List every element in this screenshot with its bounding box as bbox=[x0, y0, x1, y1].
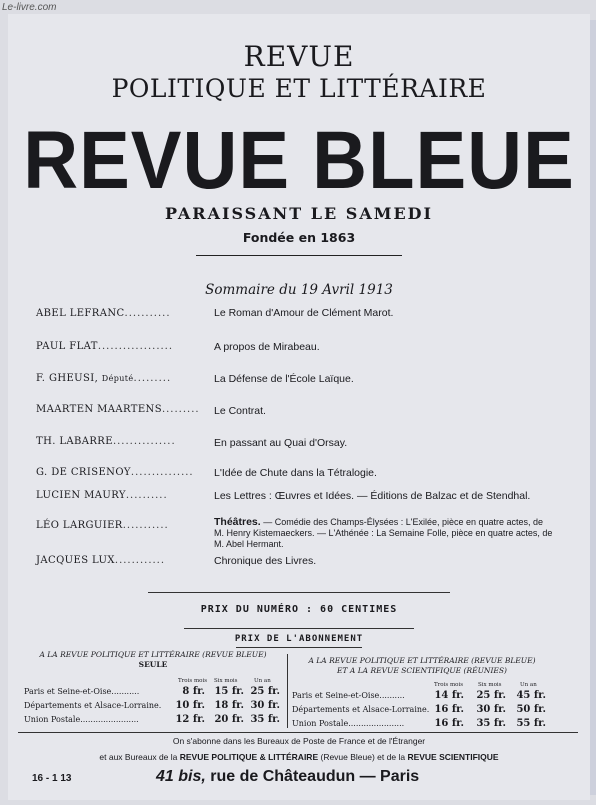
table-heading: A LA REVUE POLITIQUE ET LITTÉRAIRE (REVUE BLEUE) bbox=[39, 650, 267, 659]
rate-value: 14 fr. bbox=[434, 690, 464, 701]
table-subheading: SEULE bbox=[138, 660, 168, 669]
founded-date: Fondée en 1863 bbox=[242, 230, 356, 245]
subscription-note: On s'abonne dans les Bureaux de Poste de France et de l'Étranger bbox=[172, 736, 426, 746]
toc-title: Le Contrat. bbox=[214, 405, 266, 417]
table-subheading: ET A LA REVUE SCIENTIFIQUE (RÉUNIES) bbox=[337, 666, 507, 675]
toc-author: PAUL FLAT.................. bbox=[36, 341, 174, 352]
rate-value: 15 fr. bbox=[214, 686, 244, 697]
toc-author: LÉO LARGUIER........... bbox=[36, 520, 169, 531]
rate-value: 45 fr. bbox=[516, 690, 546, 701]
divider bbox=[236, 647, 362, 648]
toc-author: F. GHEUSI, Député......... bbox=[36, 373, 172, 384]
masthead-line-1: REVUE bbox=[243, 40, 355, 73]
rate-value: 18 fr. bbox=[214, 700, 244, 711]
rate-value: 55 fr. bbox=[516, 718, 546, 729]
subscription-note-2: et aux Bureaux de la REVUE POLITIQUE & LITTÉRAIRE (Revue Bleue) et de la REVUE SCIENTIFIQUE bbox=[99, 752, 499, 762]
toc-author: JACQUES LUX............ bbox=[36, 555, 166, 566]
table-heading: A LA REVUE POLITIQUE ET LITTÉRAIRE (REVUE BLEUE) bbox=[308, 656, 536, 665]
issue-price: PRIX DU NUMÉRO : 60 CENTIMES bbox=[200, 604, 398, 615]
rate-value: 12 fr. bbox=[175, 714, 205, 725]
rate-value: 20 fr. bbox=[214, 714, 244, 725]
rate-value: 30 fr. bbox=[250, 700, 280, 711]
toc-author: G. DE CRISENOY............... bbox=[36, 467, 194, 478]
toc-title: Le Roman d'Amour de Clément Marot. bbox=[214, 307, 394, 319]
divider bbox=[148, 592, 450, 593]
toc-author: LUCIEN MAURY.......... bbox=[36, 490, 168, 501]
publication-frequency: PARAISSANT LE SAMEDI bbox=[165, 204, 433, 223]
toc-title: En passant au Quai d'Orsay. bbox=[214, 437, 348, 449]
toc-title: Les Lettres : Œuvres et Idées. — Éditions de Balzac et de Stendhal. bbox=[214, 490, 531, 502]
period-header: Six mois bbox=[478, 682, 502, 688]
rate-value: 10 fr. bbox=[175, 700, 205, 711]
rate-region: Union Postale...................... bbox=[292, 719, 405, 728]
rate-value: 16 fr. bbox=[434, 704, 464, 715]
rate-value: 25 fr. bbox=[476, 690, 506, 701]
toc-author: MAARTEN MAARTENS......... bbox=[36, 404, 200, 415]
period-header: Trois mois bbox=[434, 682, 464, 688]
period-header: Six mois bbox=[214, 678, 238, 684]
subscription-heading: PRIX DE L'ABONNEMENT bbox=[234, 634, 364, 644]
rate-value: 25 fr. bbox=[250, 686, 280, 697]
toc-title: A propos de Mirabeau. bbox=[214, 341, 320, 353]
toc-title: La Défense de l'École Laïque. bbox=[214, 373, 354, 385]
toc-title: Chronique des Livres. bbox=[214, 555, 317, 567]
rate-value: 50 fr. bbox=[516, 704, 546, 715]
rate-value: 8 fr. bbox=[182, 686, 205, 697]
rate-region: Union Postale....................... bbox=[24, 715, 139, 724]
rate-region: Départements et Alsace-Lorraine. bbox=[292, 705, 430, 714]
rate-region: Paris et Seine-et-Oise.......... bbox=[292, 691, 405, 700]
period-header: Un an bbox=[254, 678, 271, 684]
column-divider bbox=[287, 654, 288, 728]
watermark: Le-livre.com bbox=[2, 2, 57, 13]
rate-region: Paris et Seine-et-Oise........... bbox=[24, 687, 140, 696]
toc-title: Théâtres. — Comédie des Champs-Élysées : L'Exilée, pièce en quatre actes, de M. Henry Kistemaeckers. — L'Athénée : La Semaine Folle, pièce en quatre actes, de M. Abel Hermant. bbox=[214, 516, 553, 549]
masthead-title: REVUE BLEUE bbox=[23, 114, 575, 207]
period-header: Un an bbox=[520, 682, 537, 688]
rate-value: 35 fr. bbox=[476, 718, 506, 729]
publisher-address: 41 bis, rue de Châteaudun — Paris bbox=[156, 768, 420, 785]
rate-value: 16 fr. bbox=[434, 718, 464, 729]
rate-value: 35 fr. bbox=[250, 714, 280, 725]
toc-author: ABEL LEFRANC........... bbox=[36, 308, 171, 319]
period-header: Trois mois bbox=[178, 678, 208, 684]
divider bbox=[18, 732, 578, 733]
masthead-line-2: POLITIQUE ET LITTÉRAIRE bbox=[111, 74, 487, 103]
issue-code: 16 - 1 13 bbox=[32, 773, 72, 784]
header-rule bbox=[196, 255, 402, 256]
rate-region: Départements et Alsace-Lorraine. bbox=[24, 701, 162, 710]
toc-author: TH. LABARRE............... bbox=[36, 436, 176, 447]
sommaire-heading: Sommaire du 19 Avril 1913 bbox=[205, 282, 393, 298]
rate-value: 30 fr. bbox=[476, 704, 506, 715]
cover-page bbox=[8, 14, 590, 800]
divider bbox=[184, 628, 414, 629]
toc-title: L'Idée de Chute dans la Tétralogie. bbox=[214, 467, 377, 479]
